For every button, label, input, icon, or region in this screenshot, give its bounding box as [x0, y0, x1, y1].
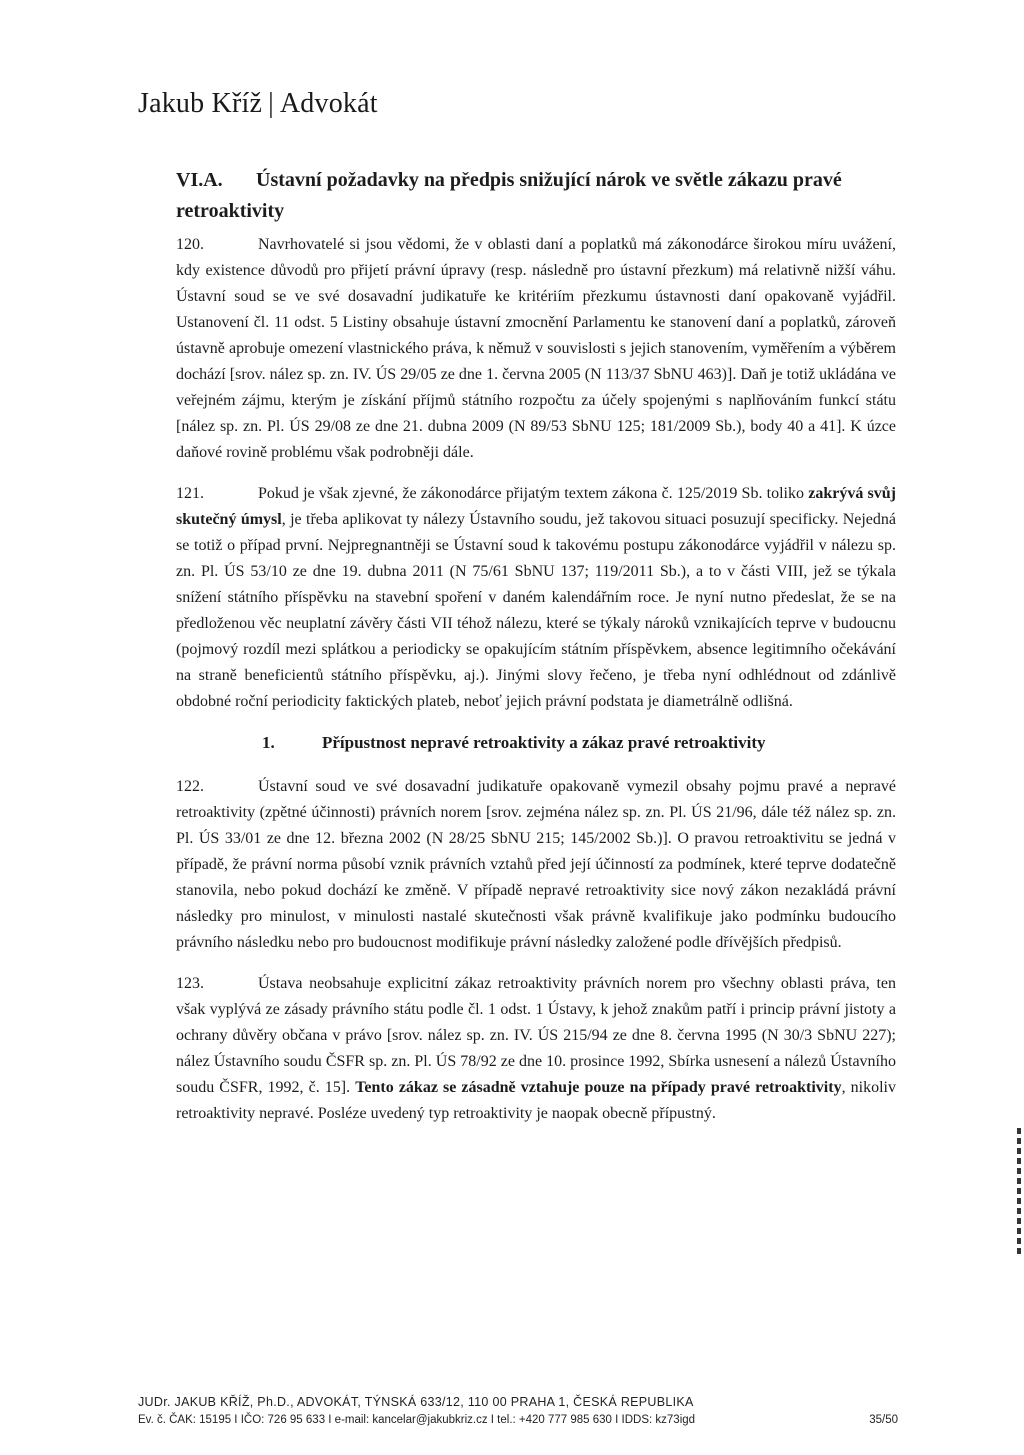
section-title: Ústavní požadavky na předpis snižující nárok ve světle zákazu pravé retroaktivity: [176, 169, 842, 222]
paragraph-number: 121.: [176, 485, 204, 502]
paragraph-text: , nikoliv retroaktivity nepravé. Posléze uvedený typ retroaktivity je naopak obecně přípustný.: [176, 1079, 896, 1122]
subsection-heading: [176, 730, 896, 756]
letterhead-name: Jakub Kříž: [138, 88, 263, 119]
paragraph-120: [176, 232, 896, 466]
paragraph-emphasis: zakrývá svůj skutečný úmysl: [176, 485, 896, 528]
paragraph-emphasis: Tento zákaz se zásadně vztahuje pouze na případy pravé retroaktivity: [355, 1079, 842, 1096]
letterhead-separator: |: [268, 88, 274, 119]
paragraph-number: 123.: [176, 975, 204, 992]
paragraph-text: , je třeba aplikovat ty nálezy Ústavního soudu, jež takovou situaci posuzují specificky. Nejedná se totiž o případ první. Nejpregnantněji se Ústavní soud k takovému postupu zákonodárce vyjádřil v nálezu sp. zn. Pl. ÚS 53/10 ze dne 19. dubna 2011 (N 75/61 SbNU 137; 119/2011 Sb.), a to v části VIII, jež se týkala snížení státního příspěvku na stavební spoření v daném kalendářním roce. Je nyní nutno předeslat, že se na předloženou věc neuplatní závěry části VII téhož nálezu, které se týkaly nároků vznikajících teprve v budoucnu (pojmový rozdíl mezi splátkou a periodicky se opakujícím státním příspěvkem, absence legitimního očekávání na straně beneficientů státního příspěvku, aj.). Jinými slovy řečeno, je třeba nyní odhlédnout od zdánlivě obdobné roční periodicity faktických plateb, neboť jejich právní podstata je diametrálně odlišná.: [176, 511, 897, 710]
letterhead: [138, 88, 378, 120]
paragraph-text: Navrhovatelé si jsou vědomi, že v oblasti daní a poplatků má zákonodárce širokou míru uvážení, kdy existence důvodů pro přijetí právní úpravy (resp. následně pro ústavní přezkum) má relativně nižší váhu. Ústavní soud se ve své dosavadní judikatuře ke kritériím přezkumu ústavnosti daní opakovaně vyjádřil. Ustanovení čl. 11 odst. 5 Listiny obsahuje ústavní zmocnění Parlamentu ke stanovení daní a poplatků, zároveň ústavně aprobuje omezení vlastnického práva, k němuž v souvislosti s jejich stanovením, vyměřením a výběrem dochází [srov. nález sp. zn. IV. ÚS 29/05 ze dne 1. června 2005 (N 113/37 SbNU 463)]. Daň je totiž ukládána ve veřejném zájmu, kterým je získání příjmů státního rozpočtu za účely spojenými s naplňováním funkcí státu [nález sp. zn. Pl. ÚS 29/08 ze dne 21. dubna 2009 (N 89/53 SbNU 125; 181/2009 Sb.), body 40 a 41]. K úzce daňové rovině problému však podrobněji dále.: [176, 236, 896, 461]
section-heading: [176, 165, 896, 227]
paragraph-122: [176, 774, 896, 956]
document-body: [176, 232, 896, 1142]
paragraph-text: Pokud je však zjevné, že zákonodárce přijatým textem zákona č. 125/2019 Sb. toliko: [258, 485, 809, 502]
subsection-title: Přípustnost nepravé retroaktivity a zákaz pravé retroaktivity: [322, 733, 766, 752]
footer-address: JUDr. JAKUB KŘÍŽ, Ph.D., ADVOKÁT, TÝNSKÁ 633/12, 110 00 PRAHA 1, ČESKÁ REPUBLIKA: [138, 1395, 694, 1409]
paragraph-123: [176, 971, 896, 1127]
footer-contacts: [138, 1414, 898, 1426]
letterhead-title: Advokát: [279, 88, 378, 119]
paragraph-number: 122.: [176, 778, 204, 795]
paragraph-121: [176, 481, 896, 715]
paragraph-text: Ústavní soud ve své dosavadní judikatuře opakovaně vymezil obsahy pojmu pravé a nepravé retroaktivity (zpětné účinnosti) právních norem [srov. zejména nález sp. zn. Pl. ÚS 21/96, dále též nález sp. zn. Pl. ÚS 33/01 ze dne 12. března 2002 (N 28/25 SbNU 215; 145/2002 Sb.)]. O pravou retroaktivitu se jedná v případě, že právní norma působí vznik právních vztahů před její účinností za podmínek, které teprve dodatečně stanovila, nebo pokud dochází ke změně. V případě nepravé retroaktivity sice nový zákon nezakládá právní následky pro minulost, v minulosti nastalé skutečnosti však právně kvalifikuje jako podmínku budoucího právního následku nebo pro budoucnost modifikuje právní následky založené podle dřívějších předpisů.: [176, 778, 896, 951]
scan-edge-mark: [1017, 1128, 1021, 1258]
page-number: 35/50: [869, 1414, 898, 1426]
subsection-number: 1.: [262, 733, 275, 752]
page-footer: [138, 1395, 898, 1426]
section-number: VI.A.: [176, 169, 223, 191]
footer-contact-details: Ev. č. ČAK: 15195 I IČO: 726 95 633 I e-mail: kancelar@jakubkriz.cz I tel.: +420 777 985 630 I IDDS: kz73igd: [138, 1414, 696, 1426]
paragraph-text: Ústava neobsahuje explicitní zákaz retroaktivity právních norem pro všechny oblasti práva, ten však vyplývá ze zásady právního státu podle čl. 1 odst. 1 Ústavy, k jehož znakům patří i princip právní jistoty a ochrany důvěry občana v právo [srov. nález sp. zn. IV. ÚS 215/94 ze dne 8. června 1995 (N 30/3 SbNU 227); nález Ústavního soudu ČSFR sp. zn. Pl. ÚS 78/92 ze dne 10. prosince 1992, Sbírka usnesení a nálezů Ústavního soudu ČSFR, 1992, č. 15].: [176, 975, 896, 1096]
paragraph-number: 120.: [176, 236, 204, 253]
